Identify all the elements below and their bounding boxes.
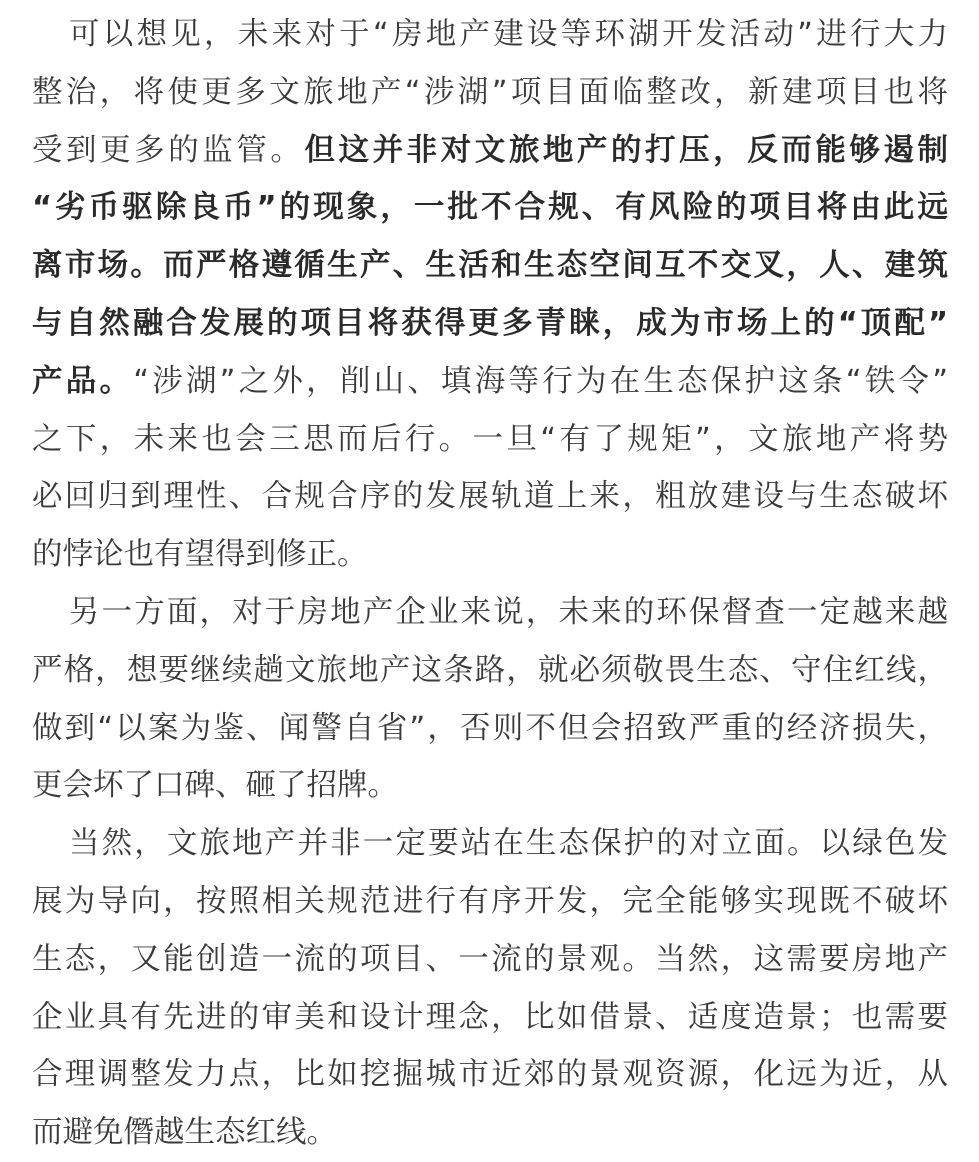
text-run: 企业具有先进的审美和设计理念，比如借景、适度造景；也需要 xyxy=(32,999,948,1035)
text-line xyxy=(32,237,948,295)
text-run: 整治，将使更多文旅地产“涉湖”项目面临整改，新建项目也将 xyxy=(32,74,948,110)
text-run: 展为导向，按照相关规范进行有序开发，完全能够实现既不破坏 xyxy=(32,883,948,919)
text-line xyxy=(32,584,948,642)
paragraph xyxy=(32,584,948,815)
text-run: 更会坏了口碑、砸了招牌。 xyxy=(32,768,398,804)
text-line xyxy=(32,64,948,122)
text-run: 严格，想要继续趟文旅地产这条路，就必须敬畏生态、守住红线， xyxy=(32,652,948,688)
text-run: 另一方面，对于房地产企业来说，未来的环保督查一定越来越 xyxy=(69,594,948,630)
text-run: 之下，未来也会三思而后行。一旦“有了规矩”，文旅地产将势 xyxy=(32,421,948,457)
text-line xyxy=(32,931,948,989)
paragraph xyxy=(32,815,948,1162)
text-run: 而避免僭越生态红线。 xyxy=(32,1115,337,1151)
text-run: 做到“以案为鉴、闻警自省”，否则不但会招致严重的经济损失， xyxy=(32,710,948,746)
text-line xyxy=(32,353,948,411)
article-body xyxy=(32,6,948,1162)
text-line xyxy=(32,179,948,237)
text-line xyxy=(32,815,948,873)
text-line xyxy=(32,873,948,931)
text-line xyxy=(32,700,948,758)
text-line xyxy=(32,468,948,526)
text-line xyxy=(32,122,948,180)
text-line xyxy=(32,6,948,64)
text-line xyxy=(32,411,948,469)
text-run: 当然，文旅地产并非一定要站在生态保护的对立面。以绿色发 xyxy=(69,826,948,862)
bold-text-run: “劣币驱除良币”的现象，一批不合规、有风险的项目将由此远 xyxy=(32,190,948,226)
text-run: 生态，又能创造一流的项目、一流的景观。当然，这需要房地产 xyxy=(32,941,948,977)
text-line xyxy=(32,295,948,353)
bold-text-run: 离市场。而严格遵循生产、生活和生态空间互不交叉，人、建筑 xyxy=(32,248,948,284)
bold-text-run: 产品。 xyxy=(32,363,134,399)
text-run: 必回归到理性、合规合序的发展轨道上来，粗放建设与生态破坏 xyxy=(32,479,948,515)
text-line xyxy=(32,1046,948,1104)
text-line xyxy=(32,526,948,584)
text-run: 的悖论也有望得到修正。 xyxy=(32,537,368,573)
text-line xyxy=(32,642,948,700)
paragraph xyxy=(32,6,948,584)
bold-text-run: 与自然融合发展的项目将获得更多青睐，成为市场上的“顶配” xyxy=(32,305,948,341)
text-run: 受到更多的监管。 xyxy=(32,132,305,168)
bold-text-run: 但这并非对文旅地产的打压，反而能够遏制 xyxy=(304,132,948,168)
text-line xyxy=(32,1104,948,1162)
text-line xyxy=(32,757,948,815)
text-run: 可以想见，未来对于“房地产建设等环湖开发活动”进行大力 xyxy=(69,17,948,52)
text-line xyxy=(32,989,948,1047)
text-run: “涉湖”之外，削山、填海等行为在生态保护这条“铁令” xyxy=(133,363,948,399)
text-run: 合理调整发力点，比如挖掘城市近郊的景观资源，化远为近，从 xyxy=(32,1057,948,1093)
